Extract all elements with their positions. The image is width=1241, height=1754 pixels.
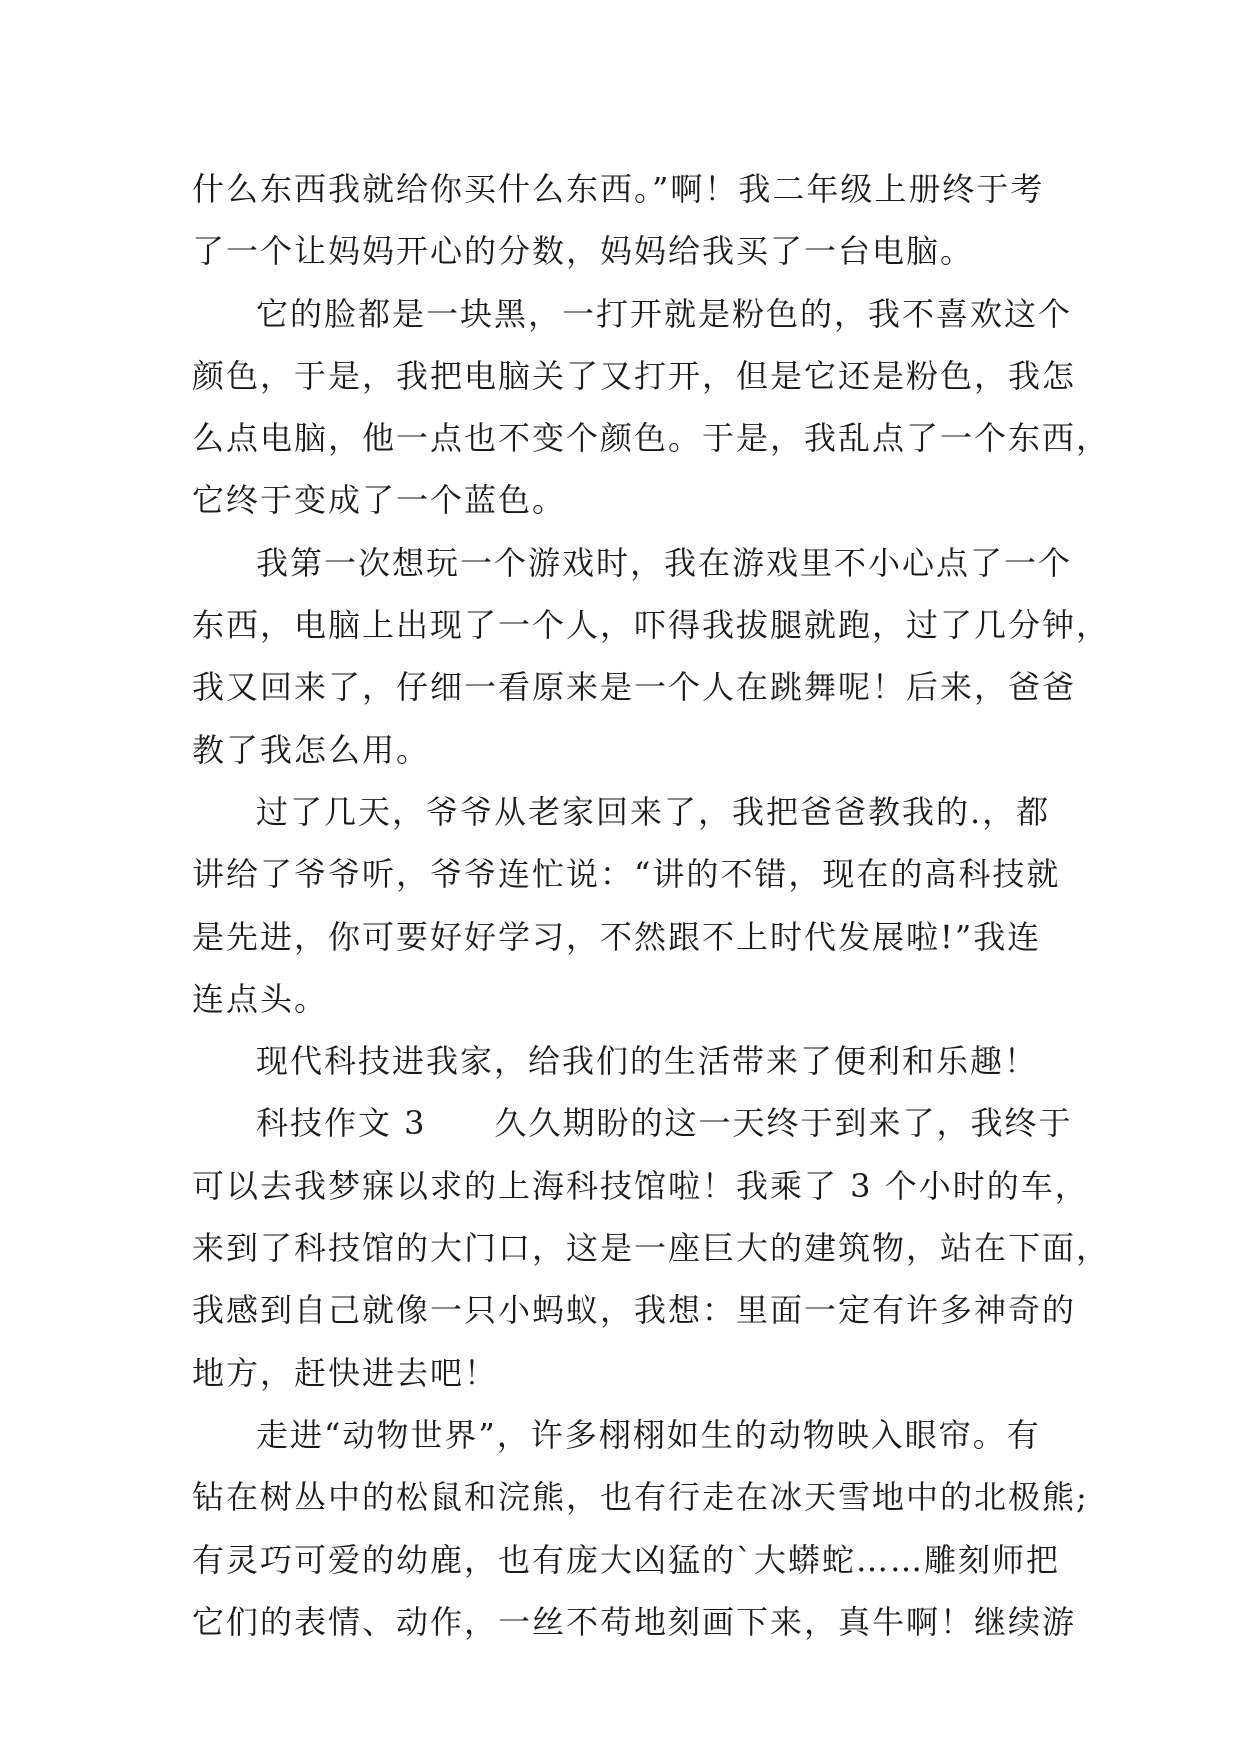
- text-line: 教了我怎么用。: [192, 730, 431, 769]
- text-line: 我又回来了，仔细一看原来是一个人在跳舞呢！后来，爸爸: [192, 668, 1077, 707]
- text-line: 是先进，你可要好好学习，不然跟不上时代发展啦!”我连: [192, 917, 1042, 956]
- text-line: 它终于变成了一个蓝色。: [192, 481, 567, 520]
- text-line: 么点电脑，他一点也不变个颜色。于是，我乱点了一个东西，: [192, 419, 1111, 458]
- text-line: 颜色，于是，我把电脑关了又打开，但是它还是粉色，我怎: [192, 356, 1077, 395]
- text-line: 东西，电脑上出现了一个人，吓得我拔腿就跑，过了几分钟，: [192, 606, 1111, 645]
- text-line: 可以去我梦寐以求的上海科技馆啦！我乘了 3 个小时的车，: [192, 1166, 1089, 1205]
- text-line: 现代科技进我家，给我们的生活带来了便利和乐趣！: [256, 1042, 1039, 1081]
- text-line: 连点头。: [192, 979, 329, 1018]
- essay-text: [192, 158, 1111, 1653]
- text-line: 了一个让妈妈开心的分数，妈妈给我买了一台电脑。: [192, 232, 975, 271]
- text-line: 科技作文 3 久久期盼的这一天终于到来了，我终于: [256, 1104, 1073, 1143]
- text-line: 我感到自己就像一只小蚂蚁，我想：里面一定有许多神奇的: [192, 1291, 1077, 1330]
- text-line: 它的脸都是一块黑，一打开就是粉色的，我不喜欢这个: [256, 294, 1073, 333]
- text-line: 什么东西我就给你买什么东西。”啊！我二年级上册终于考: [192, 170, 1045, 208]
- text-line: 它们的表情、动作，一丝不苟地刻画下来，真牛啊！继续游: [192, 1602, 1077, 1641]
- text-line: 有灵巧可爱的幼鹿，也有庞大凶猛的`大蟒蛇……雕刻师把: [192, 1540, 1061, 1579]
- text-line: 过了几天，爷爷从老家回来了，我把爸爸教我的.，都: [256, 792, 1051, 831]
- text-line: 地方，赶快进去吧！: [192, 1353, 499, 1392]
- text-line: 讲给了爷爷听，爷爷连忙说：“讲的不错，现在的高科技就: [192, 855, 1061, 894]
- text-line: 走进“动物世界”，许多栩栩如生的动物映入眼帘。有: [256, 1415, 1041, 1454]
- text-line: 来到了科技馆的大门口，这是一座巨大的建筑物，站在下面，: [192, 1229, 1111, 1268]
- text-line: 我第一次想玩一个游戏时，我在游戏里不小心点了一个: [256, 543, 1073, 582]
- text-line: 钻在树丛中的松鼠和浣熊，也有行走在冰天雪地中的北极熊;: [192, 1478, 1089, 1517]
